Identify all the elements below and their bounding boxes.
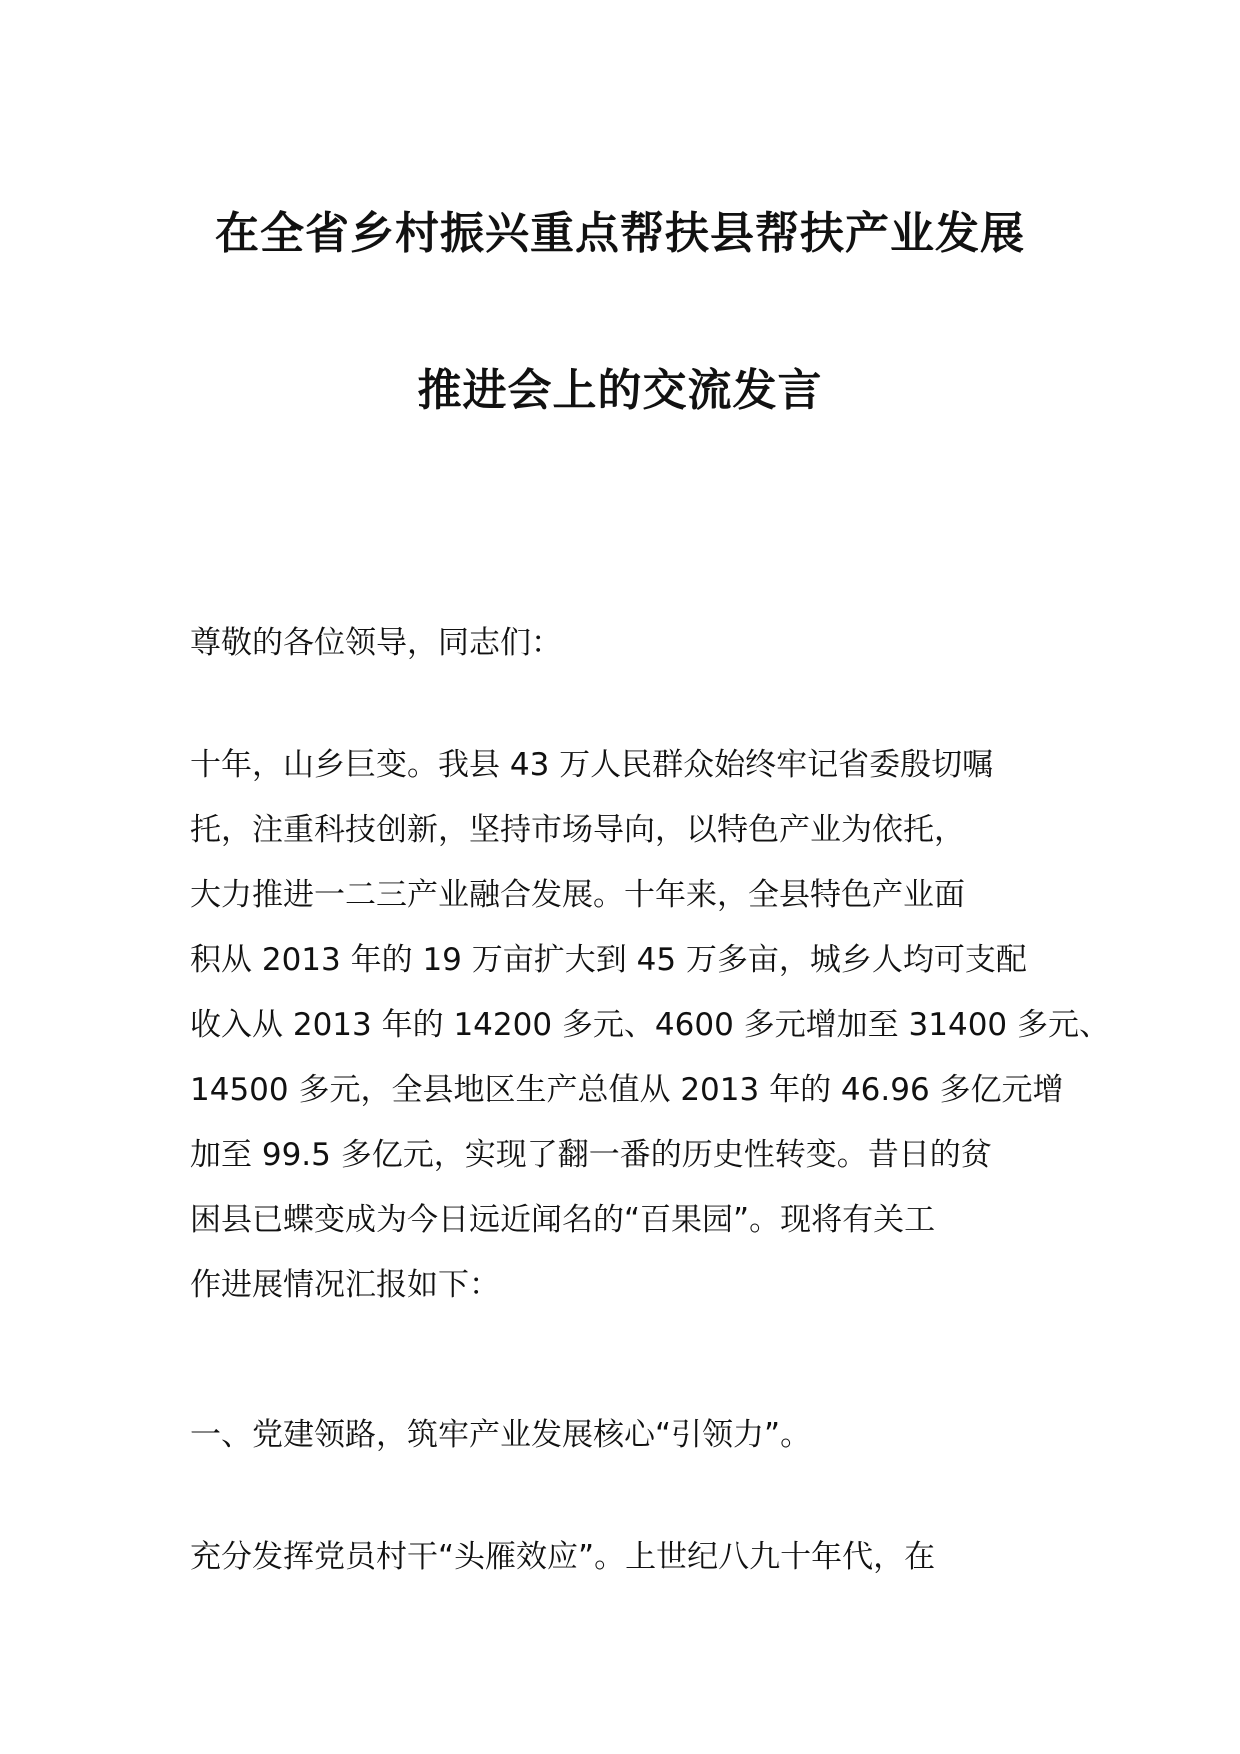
paragraph-line: 托，注重科技创新，坚持市场导向，以特色产业为依托， [190, 812, 965, 848]
intro-paragraph [190, 733, 1110, 1318]
section-heading: 一、党建领路，筑牢产业发展核心“引领力”。 [190, 1417, 812, 1453]
paragraph-line: 收入从 2013 年的 14200 多元、4600 多元增加至 31400 多元、 [190, 1007, 1110, 1043]
paragraph-line: 积从 2013 年的 19 万亩扩大到 45 万多亩，城乡人均可支配 [190, 942, 1027, 978]
salutation: 尊敬的各位领导，同志们： [190, 625, 562, 661]
paragraph-line: 加至 99.5 多亿元，实现了翻一番的历史性转变。昔日的贫 [190, 1137, 992, 1173]
section-paragraph [190, 1525, 935, 1590]
paragraph-line: 作进展情况汇报如下： [190, 1267, 500, 1303]
paragraph-line: 困县已蝶变成为今日远近闻名的“百果园”。现将有关工 [190, 1202, 936, 1238]
paragraph-line: 大力推进一二三产业融合发展。十年来，全县特色产业面 [190, 877, 965, 913]
document-title-line-1: 在全省乡村振兴重点帮扶县帮扶产业发展 [215, 208, 1025, 259]
paragraph-line: 14500 多元，全县地区生产总值从 2013 年的 46.96 多亿元增 [190, 1072, 1064, 1108]
paragraph-line: 充分发挥党员村干“头雁效应”。上世纪八九十年代，在 [190, 1539, 936, 1575]
document-title-line-2: 推进会上的交流发言 [417, 365, 823, 416]
paragraph-line: 十年，山乡巨变。我县 43 万人民群众始终牢记省委殷切嘱 [190, 747, 994, 783]
